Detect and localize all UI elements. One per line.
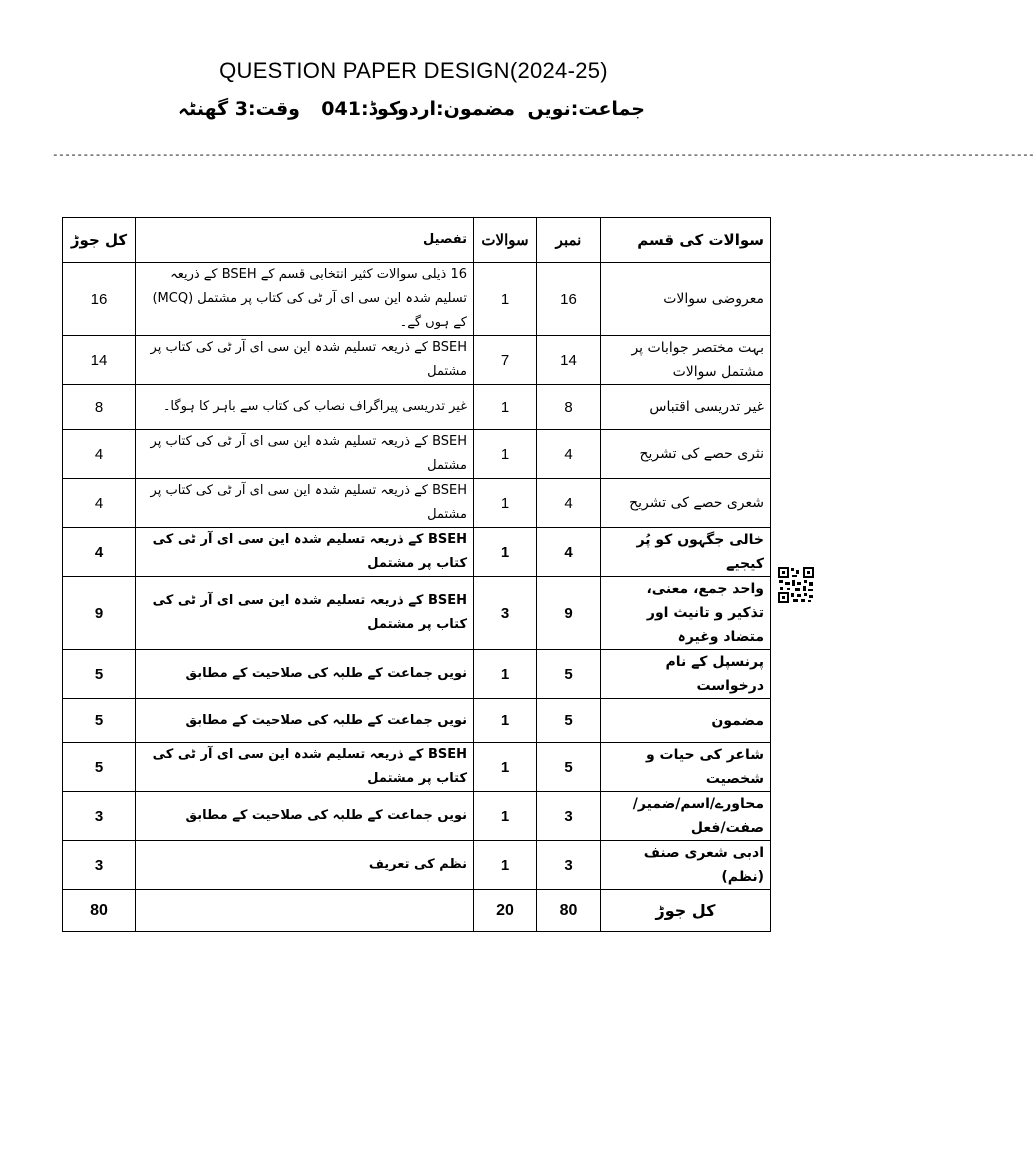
header-questions: سوالات — [474, 218, 537, 263]
row-total: 9 — [63, 577, 136, 650]
table-row — [63, 430, 771, 479]
row-questions: 1 — [474, 743, 537, 792]
row-questions: 1 — [474, 263, 537, 336]
header-marks: نمبر — [537, 218, 601, 263]
row-marks: 3 — [537, 792, 601, 841]
row-detail: نویں جماعت کے طلبہ کی صلاحیت کے مطابق — [136, 792, 474, 841]
header-type: سوالات کی قسم — [601, 218, 771, 263]
header-detail: تفصیل — [136, 218, 474, 263]
table-row — [63, 385, 771, 430]
row-marks: 8 — [537, 385, 601, 430]
table-row — [63, 792, 771, 841]
row-type: پرنسپل کے نام درخواست — [601, 650, 771, 699]
row-detail: BSEH کے ذریعہ تسلیم شدہ این سی ای آر ٹی کی کتاب پر مشتمل — [136, 528, 474, 577]
row-marks: 5 — [537, 699, 601, 743]
subject-label: مضمون:اردو — [397, 98, 515, 120]
table-row — [63, 841, 771, 890]
row-total: 3 — [63, 792, 136, 841]
paper-subheader — [170, 98, 645, 132]
row-type: معروضی سوالات — [601, 263, 771, 336]
row-detail: BSEH کے ذریعہ تسلیم شدہ این سی ای آر ٹی کی کتاب پر مشتمل — [136, 479, 474, 528]
row-type: بہت مختصر جوابات پر مشتمل سوالات — [601, 336, 771, 385]
row-total: 3 — [63, 841, 136, 890]
row-marks: 4 — [537, 479, 601, 528]
row-total: 16 — [63, 263, 136, 336]
row-type: غیر تدریسی اقتباس — [601, 385, 771, 430]
table-row — [63, 336, 771, 385]
row-questions: 1 — [474, 699, 537, 743]
table-row — [63, 743, 771, 792]
row-questions: 1 — [474, 430, 537, 479]
row-type: نثری حصے کی تشریح — [601, 430, 771, 479]
row-detail: BSEH کے ذریعہ تسلیم شدہ این سی ای آر ٹی کی کتاب پر مشتمل — [136, 577, 474, 650]
row-detail: BSEH کے ذریعہ تسلیم شدہ این سی ای آر ٹی کی کتاب پر مشتمل — [136, 430, 474, 479]
row-type: واحد جمع، معنی، تذکیر و تانیث اور متضاد وغیرہ — [601, 577, 771, 650]
row-questions: 1 — [474, 792, 537, 841]
table-row — [63, 479, 771, 528]
qr-code-icon — [777, 566, 815, 604]
class-label: جماعت:نویں — [527, 98, 645, 120]
row-total: 4 — [63, 479, 136, 528]
row-questions: 1 — [474, 385, 537, 430]
row-marks: 16 — [537, 263, 601, 336]
row-questions: 1 — [474, 841, 537, 890]
row-total: 4 — [63, 528, 136, 577]
row-type: ادبی شعری صنف (نظم) — [601, 841, 771, 890]
row-detail: BSEH کے ذریعہ تسلیم شدہ این سی ای آر ٹی کی کتاب پر مشتمل — [136, 336, 474, 385]
row-detail: نظم کی تعریف — [136, 841, 474, 890]
row-marks: 9 — [537, 577, 601, 650]
table-row — [63, 577, 771, 650]
dashed-divider: ----------------------------------------------------------------------------------------------------------------------------------------------------------------- — [52, 150, 1034, 162]
row-type: محاورے/اسم/ضمیر/صفت/فعل — [601, 792, 771, 841]
table-footer-row — [63, 890, 771, 932]
paper-title: QUESTION PAPER DESIGN(2024-25) — [219, 58, 608, 83]
row-questions: 1 — [474, 479, 537, 528]
row-detail: غیر تدریسی پیراگراف نصاب کی کتاب سے باہر کا ہوگا۔ — [136, 385, 474, 430]
row-total: 5 — [63, 650, 136, 699]
row-type: شعری حصے کی تشریح — [601, 479, 771, 528]
row-questions: 1 — [474, 650, 537, 699]
footer-marks: 80 — [537, 890, 601, 932]
row-questions: 7 — [474, 336, 537, 385]
row-questions: 1 — [474, 528, 537, 577]
row-marks: 14 — [537, 336, 601, 385]
table-row — [63, 528, 771, 577]
question-design-table — [62, 217, 771, 932]
row-detail: BSEH کے ذریعہ تسلیم شدہ این سی ای آر ٹی کی کتاب پر مشتمل — [136, 743, 474, 792]
header-total: کل جوڑ — [63, 218, 136, 263]
table-row — [63, 650, 771, 699]
row-type: خالی جگہوں کو پُر کیجیے — [601, 528, 771, 577]
footer-detail — [136, 890, 474, 932]
row-total: 4 — [63, 430, 136, 479]
row-marks: 4 — [537, 430, 601, 479]
row-marks: 4 — [537, 528, 601, 577]
row-detail: 16 ذیلی سوالات کثیر انتخابی قسم کے BSEH کے ذریعہ تسلیم شدہ این سی ای آر ٹی کی کتاب پر مشتمل (MCQ) کے ہوں گے۔ — [136, 263, 474, 336]
row-type: مضمون — [601, 699, 771, 743]
code-label: کوڈ:041 — [321, 98, 400, 120]
table-row — [63, 699, 771, 743]
row-questions: 3 — [474, 577, 537, 650]
row-total: 5 — [63, 699, 136, 743]
footer-label: کل جوڑ — [601, 890, 771, 932]
table-row — [63, 263, 771, 336]
row-detail: نویں جماعت کے طلبہ کی صلاحیت کے مطابق — [136, 699, 474, 743]
row-marks: 5 — [537, 743, 601, 792]
row-type: شاعر کی حیات و شخصیت — [601, 743, 771, 792]
footer-questions: 20 — [474, 890, 537, 932]
table-header-row — [63, 218, 771, 263]
row-total: 5 — [63, 743, 136, 792]
row-marks: 3 — [537, 841, 601, 890]
footer-total: 80 — [63, 890, 136, 932]
row-total: 8 — [63, 385, 136, 430]
time-label: وقت:3 گھنٹہ — [177, 98, 300, 120]
row-marks: 5 — [537, 650, 601, 699]
row-detail: نویں جماعت کے طلبہ کی صلاحیت کے مطابق — [136, 650, 474, 699]
row-total: 14 — [63, 336, 136, 385]
